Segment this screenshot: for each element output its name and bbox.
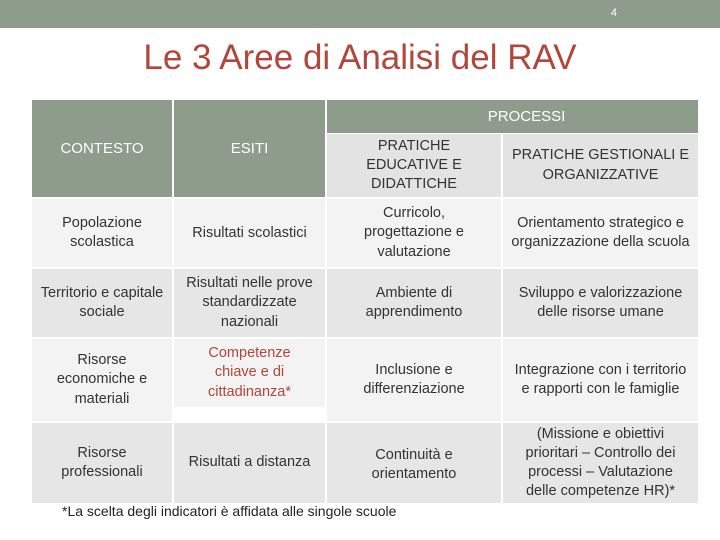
header-processi: PROCESSI: [327, 100, 698, 133]
table-cell: Ambiente di apprendimento: [327, 269, 501, 337]
table-cell: Sviluppo e valorizzazione delle risorse umane: [503, 269, 698, 337]
table-cell: Risorse professionali: [32, 423, 172, 503]
page-number: 4: [610, 7, 617, 19]
header-pratiche-educative: PRATICHE EDUCATIVE E DIDATTICHE: [327, 134, 501, 197]
table-cell: Curricolo, progettazione e valutazione: [327, 199, 501, 267]
table-cell: Territorio e capitale sociale: [32, 269, 172, 337]
table-cell: Competenze chiave e di cittadinanza*: [174, 339, 325, 407]
table-cell: Continuità e orientamento: [327, 423, 501, 503]
table-cell: Risultati nelle prove standardizzate nazionali: [174, 269, 325, 337]
table-cell: Orientamento strategico e organizzazione della scuola: [503, 199, 698, 267]
header-esiti: ESITI: [174, 100, 325, 197]
table-cell: Risorse economiche e materiali: [32, 339, 172, 421]
table-cell: Risultati a distanza: [174, 423, 325, 503]
table-cell: Risultati scolastici: [174, 199, 325, 267]
header-pratiche-gestionali: PRATICHE GESTIONALI E ORGANIZZATIVE: [503, 134, 698, 197]
table-cell: Inclusione e differenziazione: [327, 339, 501, 421]
header-contesto: CONTESTO: [32, 100, 172, 197]
table-cell: Integrazione con i territorio e rapporti con le famiglie: [503, 339, 698, 421]
table-cell: (Missione e obiettivi prioritari – Controllo dei processi – Valutazione delle competenze HR)*: [503, 423, 698, 503]
footnote: *La scelta degli indicatori è affidata alle singole scuole: [62, 503, 397, 519]
slide-title: Le 3 Aree di Analisi del RAV: [143, 38, 577, 77]
table-cell: Popolazione scolastica: [32, 199, 172, 267]
